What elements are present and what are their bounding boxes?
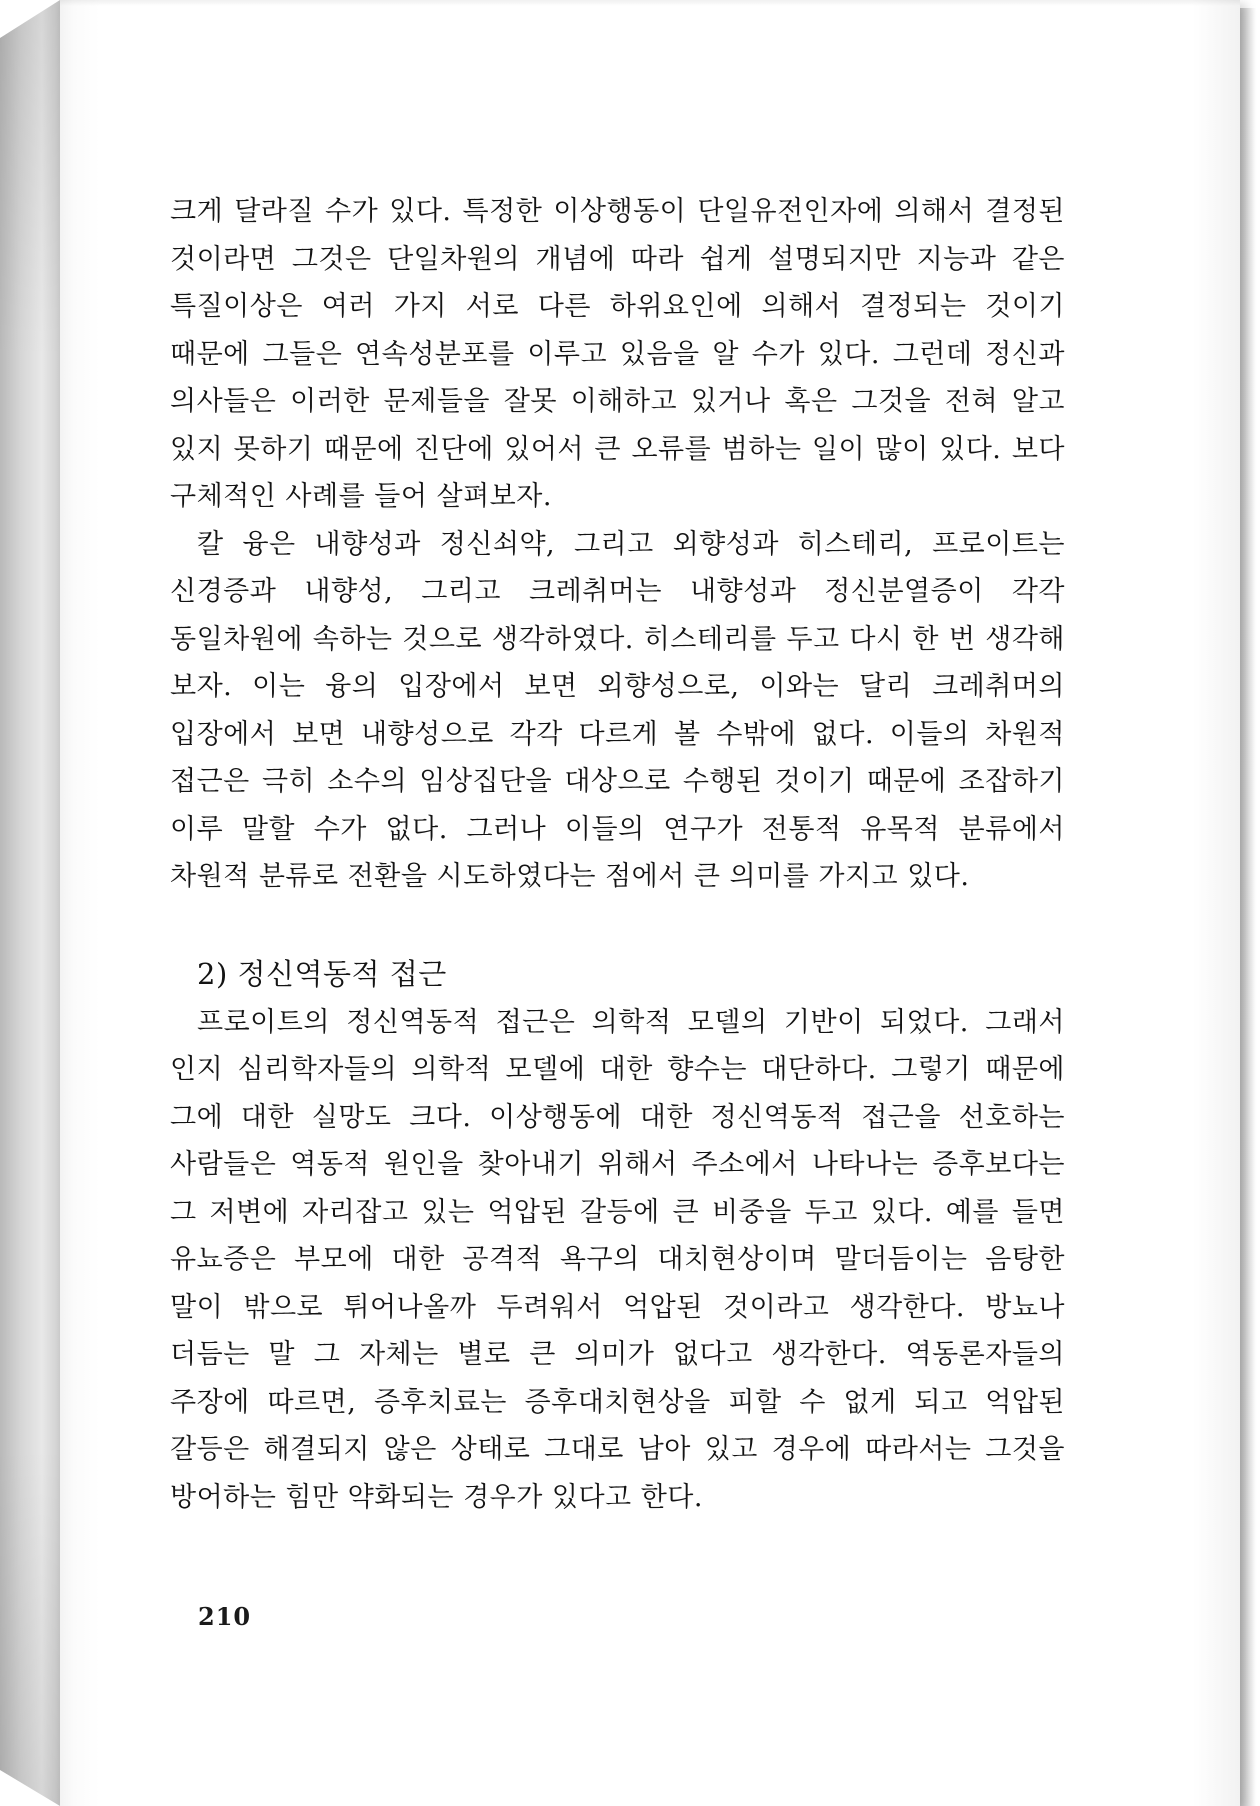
page-drop-shadow — [1240, 8, 1256, 1806]
page-top-shade — [60, 0, 1240, 6]
section-heading-psychodynamic: 2) 정신역동적 접근 — [197, 956, 447, 991]
book-spine-shading — [0, 0, 60, 1806]
paragraph-trait-continuity: 크게 달라질 수가 있다. 특정한 이상행동이 단일유전인자에 의해서 결정된 것이라면 그것은 단일차원의 개념에 따라 쉽게 설명되지만 지능과 같은 특질이상은 여러 가지 서로 다른 하위요인에 의해서 결정되는 것이기 때문에 그들은 연속성분포를 이루고 있음을 알 수가 있다. 그런데 정신과 의사들은 이러한 문제들을 잘못 이해하고 있거나 혹은 그것을 전혀 알고 있지 못하기 때문에 진단에 있어서 큰 오류를 범하는 일이 많이 있다. 보다 구체적인 사례를 들어 살펴보자. — [170, 196, 1065, 512]
paragraph-dimensional-approach: 칼 융은 내향성과 정신쇠약, 그리고 외향성과 히스테리, 프로이트는 신경증과 내향성, 그리고 크레취머는 내향성과 정신분열증이 각각 동일차원에 속하는 것으로 생각하였다. 히스테리를 두고 다시 한 번 생각해 보자. 이는 융의 입장에서 보면 외향성으로, 이와는 달리 크레취머의 입장에서 보면 내향성으로 각각 다르게 볼 수밖에 없다. 이들의 차원적 접근은 극히 소수의 임상집단을 대상으로 수행된 것이기 때문에 조잡하기 이루 말할 수가 없다. 그러나 이들의 연구가 전통적 유목적 분류에서 차원적 분류로 전환을 시도하였다는 점에서 큰 의미를 가지고 있다. — [170, 528, 1065, 892]
page-number: 210 — [198, 1602, 252, 1631]
page-body-text — [170, 188, 1065, 1521]
paragraph-psychodynamic-approach: 프로이트의 정신역동적 접근은 의학적 모델의 기반이 되었다. 그래서 인지 심리학자들의 의학적 모델에 대한 향수는 대단하다. 그렇기 때문에 그에 대한 실망도 크다. 이상행동에 대한 정신역동적 접근을 선호하는 사람들은 역동적 원인을 찾아내기 위해서 주소에서 나타나는 증후보다는 그 저변에 자리잡고 있는 억압된 갈등에 큰 비중을 두고 있다. 예를 들면 유뇨증은 부모에 대한 공격적 욕구의 대치현상이며 말더듬이는 음탕한 말이 밖으로 튀어나올까 두려워서 억압된 것이라고 생각한다. 방뇨나 더듬는 말 그 자체는 별로 큰 의미가 없다고 생각한다. 역동론자들의 주장에 따르면, 증후치료는 증후대치현상을 피할 수 없게 되고 억압된 갈등은 해결되지 않은 상태로 그대로 남아 있고 경우에 따라서는 그것을 방어하는 힘만 약화되는 경우가 있다고 한다. — [170, 1006, 1065, 1513]
